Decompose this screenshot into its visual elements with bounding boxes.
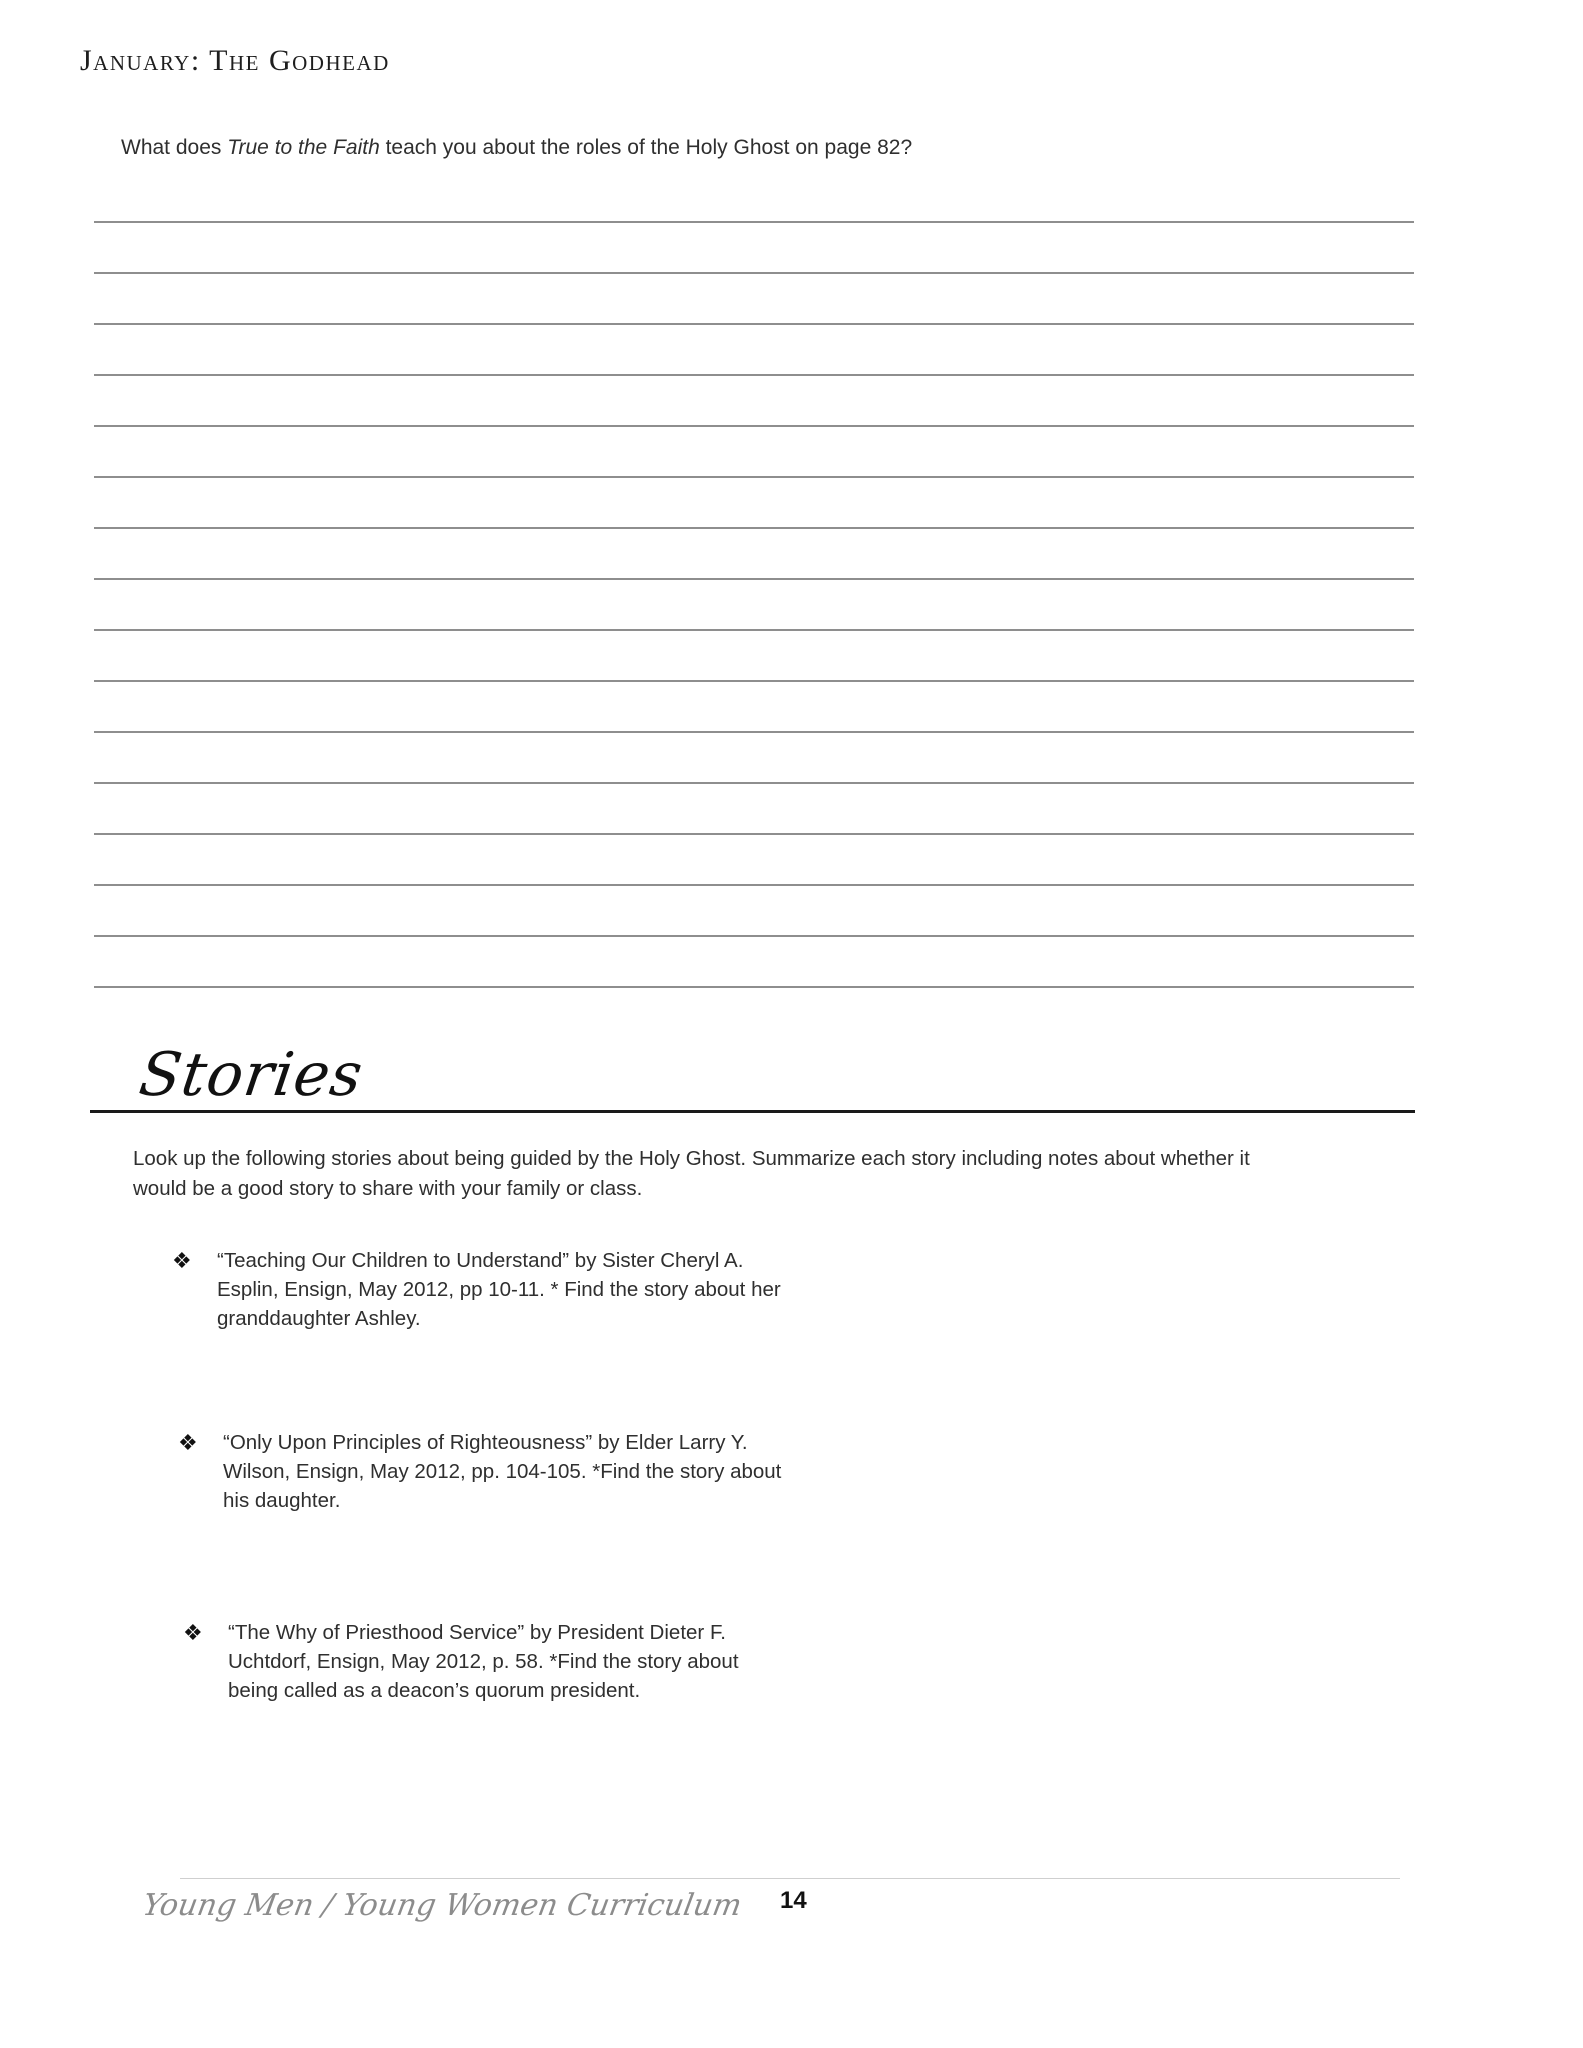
story-line: “The Why of Priesthood Service” by President Dieter F.	[228, 1621, 726, 1644]
stories-intro-line: would be a good story to share with your family or class.	[133, 1177, 643, 1200]
answer-line	[94, 935, 1414, 937]
answer-line	[94, 833, 1414, 835]
footer-curriculum-title: Young Men / Young Women Curriculum	[139, 1888, 745, 1923]
story-line: granddaughter Ashley.	[217, 1307, 421, 1330]
answer-line	[94, 986, 1414, 988]
diamond-bullet-icon: ❖	[183, 1620, 203, 1645]
question-suffix: teach you about the roles of the Holy Ghost on page 82?	[379, 136, 913, 159]
answer-line	[94, 731, 1414, 733]
page-number: 14	[780, 1887, 807, 1914]
page-header-title: January: The Godhead	[80, 44, 390, 77]
diamond-bullet-icon: ❖	[172, 1248, 192, 1273]
stories-intro-line: Look up the following stories about being guided by the Holy Ghost. Summarize each story including notes about whether it	[133, 1147, 1250, 1170]
answer-line	[94, 527, 1414, 529]
answer-line	[94, 680, 1414, 682]
stories-intro	[133, 1144, 1393, 1204]
question-prefix: What does	[121, 136, 228, 159]
story-line: Esplin, Ensign, May 2012, pp 10-11. * Find the story about her	[217, 1278, 781, 1301]
diamond-bullet-icon: ❖	[178, 1430, 198, 1455]
answer-line	[94, 374, 1414, 376]
answer-line	[94, 476, 1414, 478]
question-book-title: True to the Faith	[227, 136, 380, 159]
answer-writing-lines	[94, 0, 1414, 1000]
stories-section-title: Stories	[135, 1040, 368, 1110]
answer-line	[94, 629, 1414, 631]
answer-line	[94, 272, 1414, 274]
stories-section-rule	[90, 1110, 1415, 1113]
answer-line	[94, 425, 1414, 427]
answer-line	[94, 221, 1414, 223]
answer-line	[94, 578, 1414, 580]
story-line: Uchtdorf, Ensign, May 2012, p. 58. *Find the story about	[228, 1650, 739, 1673]
footer-rule	[180, 1878, 1400, 1879]
answer-line	[94, 884, 1414, 886]
answer-line	[94, 782, 1414, 784]
story-line: Wilson, Ensign, May 2012, pp. 104-105. *Find the story about	[223, 1460, 782, 1483]
story-line: being called as a deacon’s quorum president.	[228, 1679, 641, 1702]
answer-line	[94, 323, 1414, 325]
story-line: his daughter.	[223, 1489, 341, 1512]
story-line: “Only Upon Principles of Righteousness” by Elder Larry Y.	[223, 1431, 748, 1454]
story-line: “Teaching Our Children to Understand” by Sister Cheryl A.	[217, 1249, 744, 1272]
